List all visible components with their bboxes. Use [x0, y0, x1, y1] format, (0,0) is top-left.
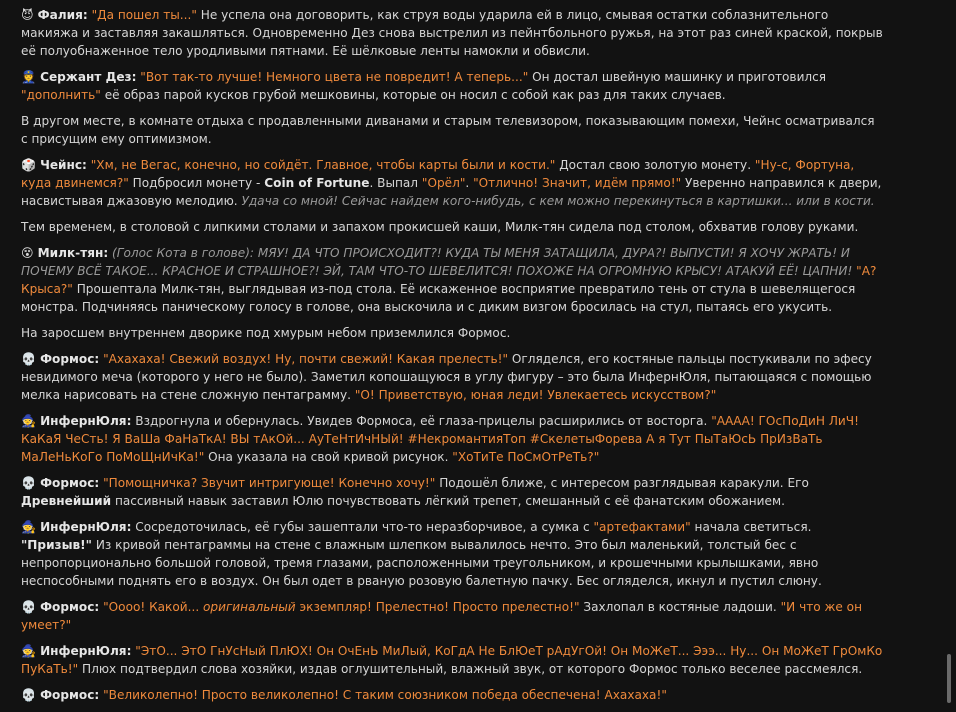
message-text: Сосредоточилась, её губы зашептали что-то неразборчивое, а сумка с — [135, 520, 594, 534]
quoted-speech: экземпляр! Прелестно! Просто прелестно!" — [295, 600, 580, 614]
quoted-speech: "Вот так-то лучше! Немного цвета не повредит! А теперь..." — [140, 70, 529, 84]
chat-message — [21, 598, 883, 634]
message-text: Уверенно направился к двери, насвистывая джазовую мелодию. — [21, 176, 882, 208]
scrollbar-thumb[interactable] — [947, 654, 951, 703]
italic-thought: Удача со мной! Сейчас найдем кого-нибудь, с кем можно перекинуться в картишки... или в кости. — [241, 194, 875, 208]
speaker-emoji-icon: 💀 — [21, 352, 37, 366]
speaker-emoji-icon: 🧙 — [21, 520, 37, 534]
speaker-emoji-icon: 🎲 — [21, 158, 37, 172]
chat-message — [21, 474, 883, 510]
chat-message — [21, 412, 883, 466]
quoted-speech: "Да пошел ты..." — [91, 8, 197, 22]
message-text: Из кривой пентаграммы на стене с влажным шлепком вывалилось нечто. Это был маленький, толстый бес с непропорционально большой головой, тремя глазами, расположенными треугольником, и крошечными крылышками, явно неспособными поднять его в воздух. Он был одет в рваную розовую балетную пачку. Бес огляделся, икнул и пустил слюну. — [21, 538, 822, 588]
chat-message — [21, 68, 883, 104]
bold-term: Древнейший — [21, 494, 112, 508]
chat-log — [21, 6, 883, 712]
quoted-speech: оригинальный — [203, 600, 296, 614]
quoted-speech: "И что же он умеет?" — [21, 600, 862, 632]
message-text: Прошептала Милк-тян, выглядывая из-под стола. Её искаженное восприятие превратило тень от стула в шевелящегося монстра. Подчиняясь паническому голосу в голове, она выскочила и с диким визгом бросилась на стул, пытаясь его укусить. — [21, 282, 856, 314]
message-text: Подошёл ближе, с интересом разглядывая каракули. Его — [435, 476, 809, 490]
message-text: пассивный навык заставил Юлю почувствовать лёгкий трепет, смешанный с её фанатским обожанием. — [111, 494, 785, 508]
message-text: Подбросил монету - — [128, 176, 265, 190]
quoted-speech: "Оооо! Какой... — [103, 600, 204, 614]
quoted-speech: "Орёл" — [421, 176, 466, 190]
message-text: В другом месте, в комнате отдыха с продавленными диванами и старым телевизором, показывающим помехи, Чейнс осматривался с присущим ему оптимизмом. — [21, 114, 875, 146]
speaker-name: ИнфернЮля: — [40, 414, 132, 428]
speaker-name: Фалия: — [37, 8, 88, 22]
quoted-speech: "ХоТиТе ПоСмОтРеТь?" — [452, 450, 600, 464]
speaker-name: Формос: — [40, 476, 100, 490]
speaker-name: Чейнс: — [40, 158, 87, 172]
quoted-speech: "ЭтО... ЭтО ГнУсНый ПлЮХ! Он ОчЕнЬ МиЛый, КоГдА Не БлЮеТ рАдУгОй! Он МоЖеТ... Эээ... Ну... Он МоЖеТ ГрОмКо ПуКаТь!" — [21, 644, 883, 676]
speaker-name: Сержант Дез: — [40, 70, 137, 84]
quoted-speech: "АААА! ГОсПоДиН ЛиЧ! КаКаЯ ЧеСть! Я ВаШа ФаНаТкА! ВЫ тАкОй... АуТеНтИчНЫй! #НекромантияТоп #СкелетыФорева А я Тут ПыТаЮсЬ ПрИзВаТь МаЛеНьКоГо ПоМоЩнИчКа!" — [21, 414, 859, 464]
chat-message — [21, 518, 883, 590]
message-text: Достал свою золотую монету. — [555, 158, 755, 172]
quoted-speech: "Хм, не Вегас, конечно, но сойдёт. Главное, чтобы карты были и кости." — [90, 158, 556, 172]
chat-message — [21, 156, 883, 210]
message-text: Тем временем, в столовой с липкими столами и запахом прокисшей каши, Милк-тян сидела под столом, обхватив голову руками. — [21, 220, 859, 234]
quoted-speech: "Ну-с, Фортуна, куда двинемся?" — [21, 158, 855, 190]
quoted-speech: "Отлично! Значит, идём прямо!" — [473, 176, 682, 190]
speaker-emoji-icon: 💀 — [21, 476, 37, 490]
speaker-emoji-icon: 😈 — [21, 8, 34, 22]
message-text: . Выпал — [369, 176, 422, 190]
quoted-speech: "артефактами" — [593, 520, 691, 534]
message-text: Он достал швейную машинку и приготовился — [528, 70, 827, 84]
speaker-name: Формос: — [40, 688, 100, 702]
narration-message — [21, 324, 883, 342]
quoted-speech: "Помощничка? Звучит интригующе! Конечно хочу!" — [103, 476, 436, 490]
message-text: Огляделся, его костяные пальцы постукивали по эфесу невидимого меча (которого у него не было). Заметил копошащуюся в углу фигуру – это была ИнфернЮля, пытающаяся с помощью мелка нарисовать на стене сложную пентаграмму. — [21, 352, 872, 402]
speaker-emoji-icon: 🧙 — [21, 644, 37, 658]
speaker-emoji-icon: 😵 — [21, 246, 34, 260]
message-text: её образ парой кусков грубой мешковины, которые он носил с собой как раз для таких случаев. — [100, 88, 726, 102]
quoted-speech: "Призыв!" — [21, 538, 92, 552]
message-text: Вздрогнула и обернулась. Увидев Формоса, её глаза-прицелы расширились от восторга. — [135, 414, 712, 428]
narration-message — [21, 218, 883, 236]
speaker-emoji-icon: 💀 — [21, 688, 37, 702]
message-text: Она указала на свой кривой рисунок. — [204, 450, 453, 464]
speaker-emoji-icon: 💀 — [21, 600, 37, 614]
chat-message — [21, 6, 883, 60]
message-text: Захлопал в костяные ладоши. — [579, 600, 781, 614]
quoted-speech: "Великолепно! Просто великолепно! С таким союзником победа обеспечена! Ахахаха!" — [103, 688, 667, 702]
message-text: . — [465, 176, 474, 190]
scrollbar[interactable] — [944, 0, 956, 703]
message-text: Не успела она договорить, как струя воды ударила ей в лицо, смывая остатки соблазнительного макияжа и заставляя закашляться. Одновременно Дез снова выстрелил из пейнтбольного ружья, на этот раз синей краской, покрыв её полуобнаженное тело уродливыми пятнами. Её шёлковые ленты намокли и обвисли. — [21, 8, 883, 58]
speaker-name: Формос: — [40, 352, 100, 366]
speaker-emoji-icon: 👮 — [21, 70, 37, 84]
message-text: начала светиться. — [690, 520, 812, 534]
italic-thought: (Голос Кота в голове): МЯУ! ДА ЧТО ПРОИСХОДИТ?! КУДА ТЫ МЕНЯ ЗАТАЩИЛА, ДУРА?! ВЫПУСТИ! Я ХОЧУ ЖРАТЬ! И ПОЧЕМУ ВСЁ ТАКОЕ... КРАСНОЕ И СТРАШНОЕ?! ЭЙ, ТАМ ЧТО-ТО ШЕВЕЛИТСЯ! ПОХОЖЕ НА ОГРОМНУЮ КРЫСУ! АТАКУЙ ЕЁ! ЦАПНИ! — [21, 246, 853, 278]
narration-message — [21, 112, 883, 148]
quoted-speech: "А? Крыса?" — [21, 264, 877, 296]
chat-message — [21, 350, 883, 404]
message-text: Плюх подтвердил слова хозяйки, издав оглушительный, влажный звук, от которого Формос только веселее рассмеялся. — [78, 662, 863, 676]
speaker-emoji-icon: 🧙 — [21, 414, 37, 428]
speaker-name: ИнфернЮля: — [40, 644, 132, 658]
speaker-name: Милк-тян: — [37, 246, 109, 260]
speaker-name: ИнфернЮля: — [40, 520, 132, 534]
quoted-speech: "дополнить" — [21, 88, 101, 102]
message-text: На заросшем внутреннем дворике под хмурым небом приземлился Формос. — [21, 326, 511, 340]
bold-term: Coin of Fortune — [264, 176, 370, 190]
chat-message — [21, 686, 883, 704]
quoted-speech: "О! Приветствую, юная леди! Увлекаетесь искусством?" — [354, 388, 717, 402]
chat-message — [21, 642, 883, 678]
chat-message — [21, 244, 883, 316]
speaker-name: Формос: — [40, 600, 100, 614]
quoted-speech: "Ахахаха! Свежий воздух! Ну, почти свежий! Какая прелесть!" — [103, 352, 509, 366]
